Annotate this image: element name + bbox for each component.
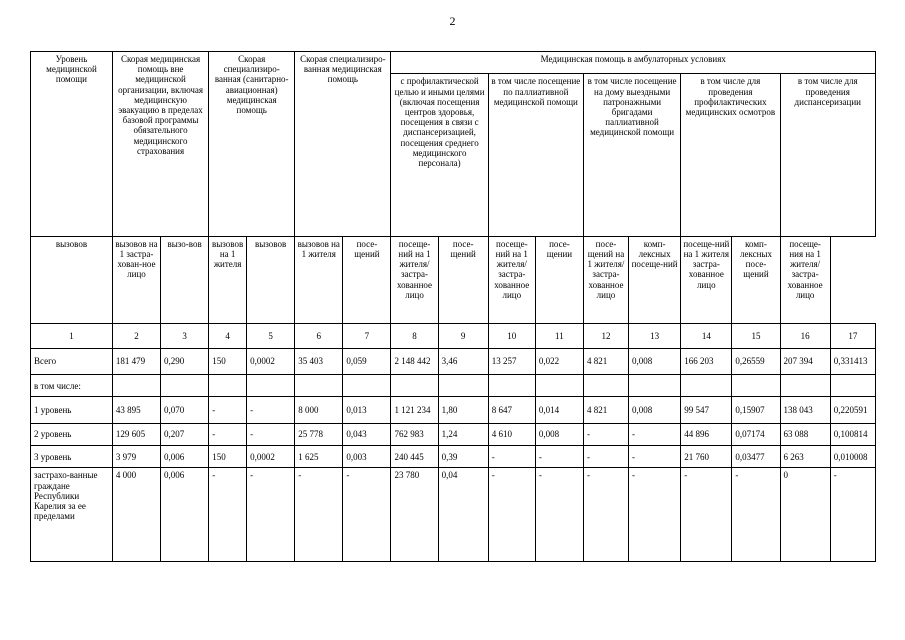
column-number: 14 — [681, 324, 732, 348]
row-label: 1 уровень — [31, 397, 113, 423]
subheader-cell: вызовов — [31, 236, 113, 323]
table-row — [31, 446, 876, 468]
table-cell: 0,07174 — [732, 423, 780, 445]
table-cell: - — [583, 446, 628, 468]
subheader-cell: комп-лексных посеще-ний — [629, 236, 681, 323]
subheader-cell: посеще-ний на 1 жителя/ застра-хованное лицо — [488, 236, 535, 323]
column-number: 11 — [535, 324, 583, 348]
table-cell: 150 — [209, 348, 247, 374]
table-cell: - — [535, 468, 583, 562]
header-dispensary: в том числе для проведения диспансеризации — [780, 74, 875, 237]
table-cell: 8 647 — [488, 397, 535, 423]
data-rows — [31, 348, 876, 561]
table-row — [31, 375, 876, 397]
table-cell — [161, 375, 209, 397]
column-number: 12 — [583, 324, 628, 348]
table-cell: 43 895 — [112, 397, 160, 423]
table-cell: - — [629, 468, 681, 562]
table-cell: 0,0002 — [247, 348, 295, 374]
table-cell: 1 121 234 — [391, 397, 438, 423]
table-cell: - — [732, 468, 780, 562]
column-number: 15 — [732, 324, 780, 348]
table-cell: 99 547 — [681, 397, 732, 423]
subheader-cell: посе-щений — [343, 236, 391, 323]
table-cell — [295, 375, 343, 397]
table-cell — [830, 375, 875, 397]
row-label: 3 уровень — [31, 446, 113, 468]
table-cell — [732, 375, 780, 397]
table-cell: - — [247, 468, 295, 562]
header-home-visits: в том числе посещение на дому выездными патронажными бригадами паллиативной медицинской помощи — [583, 74, 680, 237]
table-cell — [209, 375, 247, 397]
table-cell — [247, 375, 295, 397]
table-cell: 0,022 — [535, 348, 583, 374]
table-cell: 0,008 — [629, 348, 681, 374]
table-cell: 3,46 — [438, 348, 488, 374]
table-cell: 0,03477 — [732, 446, 780, 468]
table-cell: 0,014 — [535, 397, 583, 423]
table-cell: 4 000 — [112, 468, 160, 562]
table-cell: 3 979 — [112, 446, 160, 468]
header-outpatient: Медицинская помощь в амбулаторных условиях — [391, 52, 876, 74]
table-cell — [535, 375, 583, 397]
table-row — [31, 348, 876, 374]
header-ambulance-aviation: Скорая специализиро-ванная (санитарно-авиационная) медицинская помощь — [209, 52, 295, 237]
row-label: 2 уровень — [31, 423, 113, 445]
table-cell: 0,008 — [629, 397, 681, 423]
header-row-units — [31, 236, 876, 323]
subheader-cell: посе-щении — [535, 236, 583, 323]
column-number: 6 — [295, 324, 343, 348]
table-cell: 181 479 — [112, 348, 160, 374]
table-cell — [438, 375, 488, 397]
table-cell: - — [830, 468, 875, 562]
table-cell: 0,220591 — [830, 397, 875, 423]
table-cell: 240 445 — [391, 446, 438, 468]
table-cell: 762 983 — [391, 423, 438, 445]
subheader-cell: посе-щений на 1 жителя/ застра-хованное лицо — [583, 236, 628, 323]
medical-care-table — [30, 51, 876, 562]
table-cell: - — [247, 423, 295, 445]
row-label: в том числе: — [31, 375, 113, 397]
table-cell: 23 780 — [391, 468, 438, 562]
table-cell: 44 896 — [681, 423, 732, 445]
subheader-cell: вызовов на 1 жителя — [295, 236, 343, 323]
table-cell: - — [343, 468, 391, 562]
table-cell: 166 203 — [681, 348, 732, 374]
table-cell: 0,070 — [161, 397, 209, 423]
page-number: 2 — [449, 14, 456, 28]
row-label: застрахо-ванные граждане Республики Карелия за ее пределами — [31, 468, 113, 562]
column-number: 2 — [112, 324, 160, 348]
table-cell — [391, 375, 438, 397]
table-cell: 0,0002 — [247, 446, 295, 468]
row-label: Всего — [31, 348, 113, 374]
table-cell: - — [488, 446, 535, 468]
column-number: 10 — [488, 324, 535, 348]
table-cell: - — [583, 423, 628, 445]
column-number: 13 — [629, 324, 681, 348]
table-cell: 0,207 — [161, 423, 209, 445]
header-row-1 — [31, 52, 876, 74]
column-number: 16 — [780, 324, 830, 348]
table-cell — [681, 375, 732, 397]
table-cell: 0,331413 — [830, 348, 875, 374]
table-row — [31, 468, 876, 562]
table-cell: 0,006 — [161, 468, 209, 562]
table-cell: - — [209, 468, 247, 562]
column-number: 4 — [209, 324, 247, 348]
table-cell: 25 778 — [295, 423, 343, 445]
table-cell: - — [488, 468, 535, 562]
table-cell: - — [629, 423, 681, 445]
table-cell: - — [209, 397, 247, 423]
column-number: 7 — [343, 324, 391, 348]
column-number: 8 — [391, 324, 438, 348]
column-number: 3 — [161, 324, 209, 348]
table-cell: 207 394 — [780, 348, 830, 374]
column-number-row — [31, 324, 876, 348]
table-cell: 138 043 — [780, 397, 830, 423]
table-cell — [343, 375, 391, 397]
table-row — [31, 423, 876, 445]
subheader-cell: посе-щений — [438, 236, 488, 323]
table-cell: - — [629, 446, 681, 468]
header-preventive: с профилактической целью и иными целями (включая посещения центров здоровья, посещения в связи с диспансеризацией, посещения среднего медицинского персонала) — [391, 74, 488, 237]
table-cell: 0,39 — [438, 446, 488, 468]
subheader-cell: посеще-ний на 1 жителя застра-хованное лицо — [681, 236, 732, 323]
table-cell: 0,059 — [343, 348, 391, 374]
table-cell: 1,24 — [438, 423, 488, 445]
table-cell: 0,003 — [343, 446, 391, 468]
table-cell: 0,26559 — [732, 348, 780, 374]
table-cell: - — [209, 423, 247, 445]
table-cell: 63 088 — [780, 423, 830, 445]
header-prof-exams: в том числе для проведения профилактических медицинских осмотров — [681, 74, 780, 237]
table-cell — [112, 375, 160, 397]
table-cell: 0,006 — [161, 446, 209, 468]
column-number: 17 — [830, 324, 875, 348]
table-cell: 4 610 — [488, 423, 535, 445]
table-cell: 4 821 — [583, 397, 628, 423]
table-cell: 0,15907 — [732, 397, 780, 423]
subheader-cell: вызо-вов — [161, 236, 209, 323]
table-cell: 0,290 — [161, 348, 209, 374]
header-palliative: в том числе посещение по паллиативной медицинской помощи — [488, 74, 583, 237]
table-cell — [488, 375, 535, 397]
table-cell: 1 625 — [295, 446, 343, 468]
table-cell: 6 263 — [780, 446, 830, 468]
subheader-cell: посеще-ния на 1 жителя/ застра-хованное лицо — [780, 236, 830, 323]
header-ambulance-outside: Скорая медицинская помощь вне медицинской организации, включая медицинскую эвакуацию в пределах базовой программы обязательного медицинского страхования — [112, 52, 208, 237]
subheader-cell: вызовов на 1 застра-хован-ное лицо — [112, 236, 160, 323]
subheader-cell: вызовов — [247, 236, 295, 323]
header-level: Уровень медицинской помощи — [31, 52, 113, 237]
table-cell: 129 605 — [112, 423, 160, 445]
column-number: 5 — [247, 324, 295, 348]
table-cell: 0,100814 — [830, 423, 875, 445]
table-cell: - — [247, 397, 295, 423]
table-cell: 8 000 — [295, 397, 343, 423]
table-cell — [780, 375, 830, 397]
table-row — [31, 397, 876, 423]
table-cell: 4 821 — [583, 348, 628, 374]
table-cell: 35 403 — [295, 348, 343, 374]
table-cell: - — [681, 468, 732, 562]
subheader-cell: вызовов на 1 жителя — [209, 236, 247, 323]
subheader-cell: комп-лексных посе-щений — [732, 236, 780, 323]
table-cell: 0,04 — [438, 468, 488, 562]
table-cell: 150 — [209, 446, 247, 468]
table-cell — [583, 375, 628, 397]
column-number: 9 — [438, 324, 488, 348]
table-cell: 0,008 — [535, 423, 583, 445]
subheader-cell: посеще-ний на 1 жителя/ застра-хованное лицо — [391, 236, 438, 323]
table-cell: 0,010008 — [830, 446, 875, 468]
table-cell: 2 148 442 — [391, 348, 438, 374]
table-cell — [629, 375, 681, 397]
column-number: 1 — [31, 324, 113, 348]
table-cell: 0,013 — [343, 397, 391, 423]
table-cell: 13 257 — [488, 348, 535, 374]
header-ambulance-specialized: Скорая специализиро-ванная медицинская помощь — [295, 52, 391, 237]
table-cell: 1,80 — [438, 397, 488, 423]
table-cell: 0,043 — [343, 423, 391, 445]
table-cell: 21 760 — [681, 446, 732, 468]
table-cell: - — [535, 446, 583, 468]
table-cell: - — [583, 468, 628, 562]
table-cell: 0 — [780, 468, 830, 562]
table-cell: - — [295, 468, 343, 562]
